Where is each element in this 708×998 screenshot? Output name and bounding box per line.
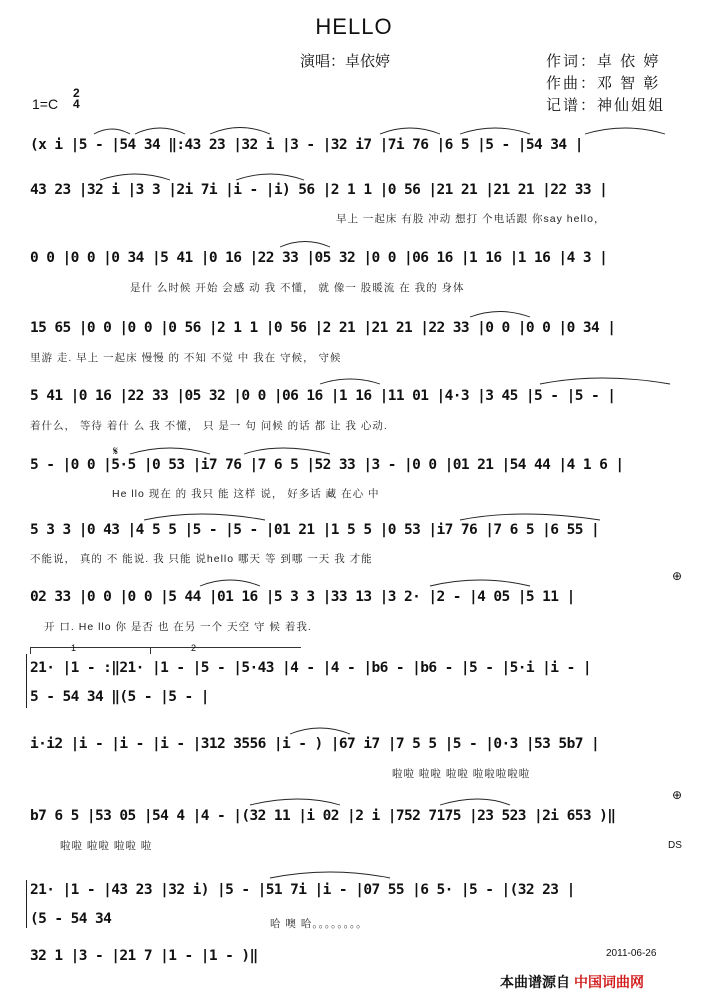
slur-arc [236,174,304,180]
lyrics-row-6: He llo 现在 的 我只 能 这样 说， 好多话 藏 在心 中 [112,488,380,500]
slur-arc [100,174,170,180]
ds-marker: DS [668,840,682,851]
lyrics-row-12: 哈 噢 哈。。。。。。。。 [270,918,368,930]
segno-sign: 𝄋 [113,444,119,458]
notation-row-9: 21· |1 - :‖21· |1 - |5 - |5·43 |4 - |4 - |b6 - |b6 - |5 - |5·i |i - | [30,660,591,676]
notation-row-12: 21· |1 - |43 23 |32 i) |5 - |51 7i |i - |07 55 |6 5· |5 - |(32 23 | [30,882,575,898]
slur-arc [144,514,265,520]
source-label: 本曲谱源自 [500,974,570,990]
time-signature-bottom: 4 [73,97,80,111]
singer-credit: 演唱：卓依婷 [300,53,391,70]
slur-arc [430,580,530,586]
notation-row-11: b7 6 5 |53 05 |54 4 |4 - |(32 11 |i 02 |2 i |752 7175 |23 523 |2i 653 )‖ [30,808,616,824]
transcriber-credit: 记谱：神仙姐姐 [546,97,666,114]
slur-arc [460,514,600,520]
notation-row-2: 43 23 |32 i |3 3 |2i 7i |i - |i) 56 |2 1 1 |0 56 |21 21 |21 21 |22 33 | [30,182,608,198]
time-signature-top: 2 [73,86,80,100]
song-title: HELLO [315,14,393,39]
coda-sign-2: ⊕ [672,788,683,802]
slur-arc [440,799,510,805]
slur-arc [290,728,350,734]
notation-row-1: (x i |5 - |54 34 ‖:43 23 |32 i |3 - |32 i7 |7i 76 |6 5 |5 - |54 34 | [30,137,583,153]
slur-arc [94,129,130,134]
lyrics-row-10: 啦啦 啦啦 啦啦 啦啦啦啦啦 [392,768,531,780]
notation-row-12-lower: (5 - 54 34 [30,911,112,927]
notation-row-8: 02 33 |0 0 |0 0 |5 44 |01 16 |5 3 3 |33 13 |3 2· |2 - |4 05 |5 11 | [30,589,575,605]
slur-arc [210,128,270,135]
lyrics-row-4: 里游 走. 早上 一起床 慢慢 的 不知 不觉 中 我在 守候， 守候 [30,352,342,364]
volta-2-label: 2 [191,643,197,653]
notation-row-4: 15 65 |0 0 |0 0 |0 56 |2 1 1 |0 56 |2 21 |21 21 |22 33 |0 0 |0 0 |0 34 | [30,320,616,336]
lyrics-row-5: 着什么， 等待 着什 么 我 不懂， 只 是一 句 问候 的话 都 让 我 心动. [30,420,388,432]
slur-arc [380,128,440,134]
volta-1-label: 1 [71,643,77,653]
composer-credit: 作曲：邓 智 彰 [546,75,661,92]
slur-arc [460,128,530,134]
lyrics-row-11: 啦啦 啦啦 啦啦 啦 [60,840,153,852]
transcription-date: 2011-06-26 [606,948,657,959]
notation-row-13: 32 1 |3 - |21 7 |1 - |1 - )‖ [30,948,258,964]
lyrics-row-7: 不能说， 真的 不 能说. 我 只能 说hello 哪天 等 到哪 一天 我 才能 [30,553,373,565]
slur-arc [470,312,530,318]
slur-arc [280,242,330,248]
lyrics-row-3: 是什 么时候 开始 会感 动 我 不懂， 就 像一 股暖流 在 我的 身体 [130,282,465,294]
slur-arc [244,448,330,454]
lyricist-credit: 作词：卓 依 婷 [546,53,661,70]
slur-arc [585,128,665,134]
lyrics-row-2: 早上 一起床 有股 冲动 想打 个电话跟 你say hello， [336,213,606,225]
source-site-link[interactable]: 中国词曲网 [574,974,644,990]
key-signature: 1=C [32,96,59,112]
notation-row-3: 0 0 |0 0 |0 34 |5 41 |0 16 |22 33 |05 32 |0 0 |06 16 |1 16 |1 16 |4 3 | [30,250,608,266]
slur-arc [130,448,210,454]
slur-arc [270,872,390,878]
notation-row-6: 5 - |0 0 |5·5 |0 53 |i7 76 |7 6 5 |52 33 |3 - |0 0 |01 21 |54 44 |4 1 6 | [30,457,624,473]
notation-row-7: 5 3 3 |0 43 |4 5 5 |5 - |5 - |01 21 |1 5 5 |0 53 |i7 76 |7 6 5 |6 55 | [30,522,600,538]
lyrics-row-8: 开 口. He llo 你 是否 也 在另 一个 天空 守 候 着我. [44,621,312,633]
slur-arc [320,379,380,384]
coda-sign: ⊕ [672,569,683,583]
notation-row-5: 5 41 |0 16 |22 33 |05 32 |0 0 |06 16 |1 16 |11 01 |4·3 |3 45 |5 - |5 - | [30,388,616,404]
slur-arc [200,580,260,586]
slur-arc [135,128,185,134]
notation-row-10: i·i2 |i - |i - |i - |312 3556 |i - ) |67 i7 |7 5 5 |5 - |0·3 |53 5b7 | [30,736,600,752]
notation-row-9-lower: 5 - 54 34 ‖(5 - |5 - | [30,689,209,705]
slur-arc [250,799,340,805]
slur-arc [540,378,670,384]
